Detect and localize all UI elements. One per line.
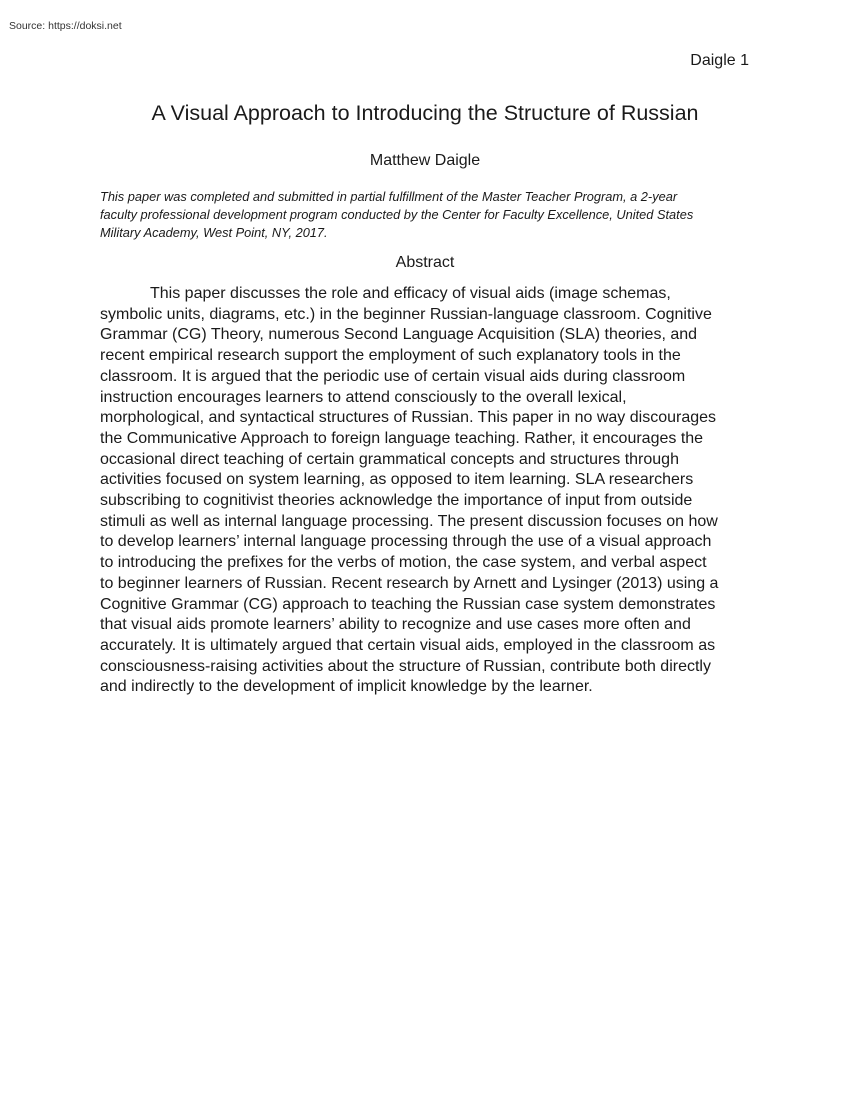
- abstract-line: to develop learners’ internal language processing through the use of a visual approach: [100, 533, 712, 551]
- abstract-line: consciousness-raising activities about the structure of Russian, contribute both directly: [100, 657, 711, 675]
- abstract-line: recent empirical research support the employment of such explanatory tools in the: [100, 347, 681, 365]
- abstract-line: Grammar (CG) Theory, numerous Second Language Acquisition (SLA) theories, and: [100, 326, 698, 344]
- abstract-line: This paper discusses the role and efficacy of visual aids (image schemas,: [150, 285, 671, 302]
- abstract-line: Cognitive Grammar (CG) approach to teaching the Russian case system demonstrates: [100, 595, 716, 613]
- submission-note-line: This paper was completed and submitted in partial fulfillment of the Master Teacher Program, a 2-year: [100, 189, 678, 204]
- abstract-line: accurately. It is ultimately argued that certain visual aids, employed in the classroom as: [100, 636, 716, 654]
- author-name: Matthew Daigle: [369, 152, 481, 169]
- abstract-line: classroom. It is argued that the periodic use of certain visual aids during classroom: [100, 367, 686, 385]
- submission-note: [100, 188, 693, 242]
- abstract-line: and indirectly to the development of implicit knowledge by the learner.: [100, 678, 593, 696]
- source-label: Source: https://doksi.net: [9, 20, 122, 32]
- abstract-heading: Abstract: [395, 254, 455, 271]
- running-head: Daigle 1: [690, 52, 749, 69]
- abstract-line: that visual aids promote learners’ ability to recognize and use cases more often and: [100, 616, 691, 634]
- abstract-line: instruction encourages learners to attend consciously to the overall lexical,: [100, 388, 627, 406]
- submission-note-line: faculty professional development program conducted by the Center for Faculty Excellence, United States: [100, 207, 694, 222]
- abstract-line: symbolic units, diagrams, etc.) in the beginner Russian-language classroom. Cognitive: [100, 305, 712, 323]
- abstract-body: [100, 284, 718, 698]
- paper-title: A Visual Approach to Introducing the Structure of Russian: [151, 101, 699, 125]
- abstract-line: the Communicative Approach to foreign language teaching. Rather, it encourages the: [100, 429, 704, 447]
- abstract-line: occasional direct teaching of certain grammatical concepts and structures through: [100, 450, 679, 468]
- abstract-line: stimuli as well as internal language processing. The present discussion focuses on how: [100, 512, 718, 530]
- abstract-line: subscribing to cognitivist theories acknowledge the importance of input from outside: [100, 492, 693, 510]
- submission-note-line: Military Academy, West Point, NY, 2017.: [100, 225, 328, 240]
- abstract-line: activities focused on system learning, as opposed to item learning. SLA researchers: [100, 471, 694, 489]
- abstract-line: morphological, and syntactical structures of Russian. This paper in no way discourages: [100, 409, 717, 427]
- abstract-line: to beginner learners of Russian. Recent research by Arnett and Lysinger (2013) using a: [100, 574, 719, 592]
- abstract-line: to introducing the prefixes for the verbs of motion, the case system, and verbal aspect: [100, 554, 707, 572]
